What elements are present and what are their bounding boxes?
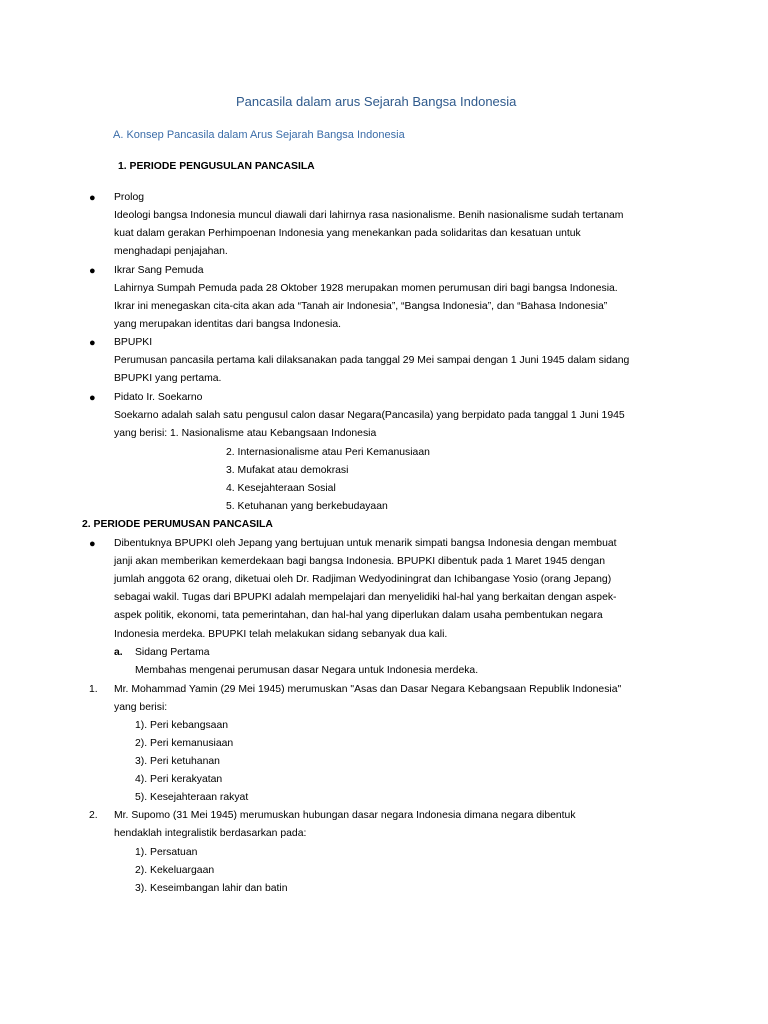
- yamin-sublist-item: 3). Peri ketuhanan: [135, 756, 220, 767]
- item-prolog-line: menghadapi penjajahan.: [114, 246, 228, 257]
- item-bpupki-line: Perumusan pancasila pertama kali dilaksanakan pada tanggal 29 Mei sampai dengan 1 Juni 1945 dalam sidang: [114, 355, 630, 366]
- item-ikrar-line: Lahirnya Sumpah Pemuda pada 28 Oktober 1928 merupakan momen perumusan diri bagi bangsa Indonesia.: [114, 283, 618, 294]
- periode-2-intro-line: jumlah anggota 62 orang, diketuai oleh Dr. Radjiman Wedyodiningrat dan Ichibangase Yosio (orang Jepang): [114, 574, 612, 585]
- yamin-sublist-item: 4). Peri kerakyatan: [135, 774, 223, 785]
- pidato-sublist-item: 2. Internasionalisme atau Peri Kemanusiaan: [226, 447, 430, 458]
- item-pidato-label: Pidato Ir. Soekarno: [114, 392, 203, 403]
- supomo-sublist-item: 1). Persatuan: [135, 847, 198, 858]
- bullet-icon: ●: [89, 265, 96, 277]
- item-pidato-line: yang berisi: 1. Nasionalisme atau Kebangsaan Indonesia: [114, 428, 377, 439]
- bullet-icon: ●: [89, 392, 96, 404]
- item-prolog-line: Ideologi bangsa Indonesia muncul diawali dari lahirnya rasa nasionalisme. Benih nasionalisme sudah tertanam: [114, 210, 624, 221]
- item-ikrar-line: yang merupakan identitas dari bangsa Indonesia.: [114, 319, 342, 330]
- periode-2-heading: 2. PERIODE PERUMUSAN PANCASILA: [82, 519, 273, 530]
- numbered-line: Mr. Mohammad Yamin (29 Mei 1945) merumuskan "Asas dan Dasar Negara Kebangsaan Republik Indonesia": [114, 684, 622, 695]
- numbered-line: Mr. Supomo (31 Mei 1945) merumuskan hubungan dasar negara Indonesia dimana negara dibentuk: [114, 810, 576, 821]
- item-pidato-line: Soekarno adalah salah satu pengusul calon dasar Negara(Pancasila) yang berpidato pada tanggal 1 Juni 1945: [114, 410, 625, 421]
- numbered-line: yang berisi:: [114, 702, 168, 713]
- document-title: Pancasila dalam arus Sejarah Bangsa Indonesia: [236, 94, 517, 109]
- periode-2-intro-line: sebagai wakil. Tugas dari BPUPKI adalah mempelajari dan menyelidiki hal-hal yang berkaitan dengan aspek-: [114, 592, 617, 603]
- periode-1-heading: 1. PERIODE PENGUSULAN PANCASILA: [118, 161, 315, 172]
- yamin-sublist-item: 5). Kesejahteraan rakyat: [135, 792, 249, 803]
- bullet-icon: ●: [89, 337, 96, 349]
- yamin-sublist-item: 1). Peri kebangsaan: [135, 720, 228, 731]
- pidato-sublist-item: 3. Mufakat atau demokrasi: [226, 465, 349, 476]
- numbered-line: hendaklah integralistik berdasarkan pada:: [114, 828, 307, 839]
- item-prolog-line: kuat dalam gerakan Perhimpoenan Indonesia yang menekankan pada solidaritas dan kesatuan untuk: [114, 228, 581, 239]
- item-bpupki-line: BPUPKI yang pertama.: [114, 373, 222, 384]
- periode-2-intro-line: janji akan memberikan kemerdekaan bagi bangsa Indonesia. BPUPKI dibentuk pada 1 Maret 1945 dengan: [114, 556, 605, 567]
- sub-a-marker: a.: [114, 647, 123, 658]
- periode-2-intro-line: Indonesia merdeka. BPUPKI telah melakukan sidang sebanyak dua kali.: [114, 629, 448, 640]
- numbered-marker: 1.: [89, 684, 98, 695]
- section-a-heading: A. Konsep Pancasila dalam Arus Sejarah Bangsa Indonesia: [113, 129, 405, 141]
- supomo-sublist-item: 2). Kekeluargaan: [135, 865, 215, 876]
- pidato-sublist-item: 5. Ketuhanan yang berkebudayaan: [226, 501, 388, 512]
- bullet-icon: ●: [89, 192, 96, 204]
- item-bpupki-label: BPUPKI: [114, 337, 153, 348]
- sub-a-desc: Membahas mengenai perumusan dasar Negara untuk Indonesia merdeka.: [135, 665, 479, 676]
- periode-2-intro-line: Dibentuknya BPUPKI oleh Jepang yang bertujuan untuk menarik simpati bangsa Indonesia dengan membuat: [114, 538, 617, 549]
- pidato-sublist-item: 4. Kesejahteraan Sosial: [226, 483, 336, 494]
- bullet-icon: ●: [89, 538, 96, 550]
- supomo-sublist-item: 3). Keseimbangan lahir dan batin: [135, 883, 288, 894]
- yamin-sublist-item: 2). Peri kemanusiaan: [135, 738, 234, 749]
- sub-a-label: Sidang Pertama: [135, 647, 210, 658]
- item-prolog-label: Prolog: [114, 192, 145, 203]
- periode-2-intro-line: aspek politik, ekonomi, tata pemerintahan, dan hal-hal yang diperlukan dalam usaha pembentukan negara: [114, 610, 603, 621]
- numbered-marker: 2.: [89, 810, 98, 821]
- item-ikrar-label: Ikrar Sang Pemuda: [114, 265, 204, 276]
- item-ikrar-line: Ikrar ini menegaskan cita-cita akan ada “Tanah air Indonesia”, “Bangsa Indonesia”, dan “Bahasa Indonesia”: [114, 301, 608, 312]
